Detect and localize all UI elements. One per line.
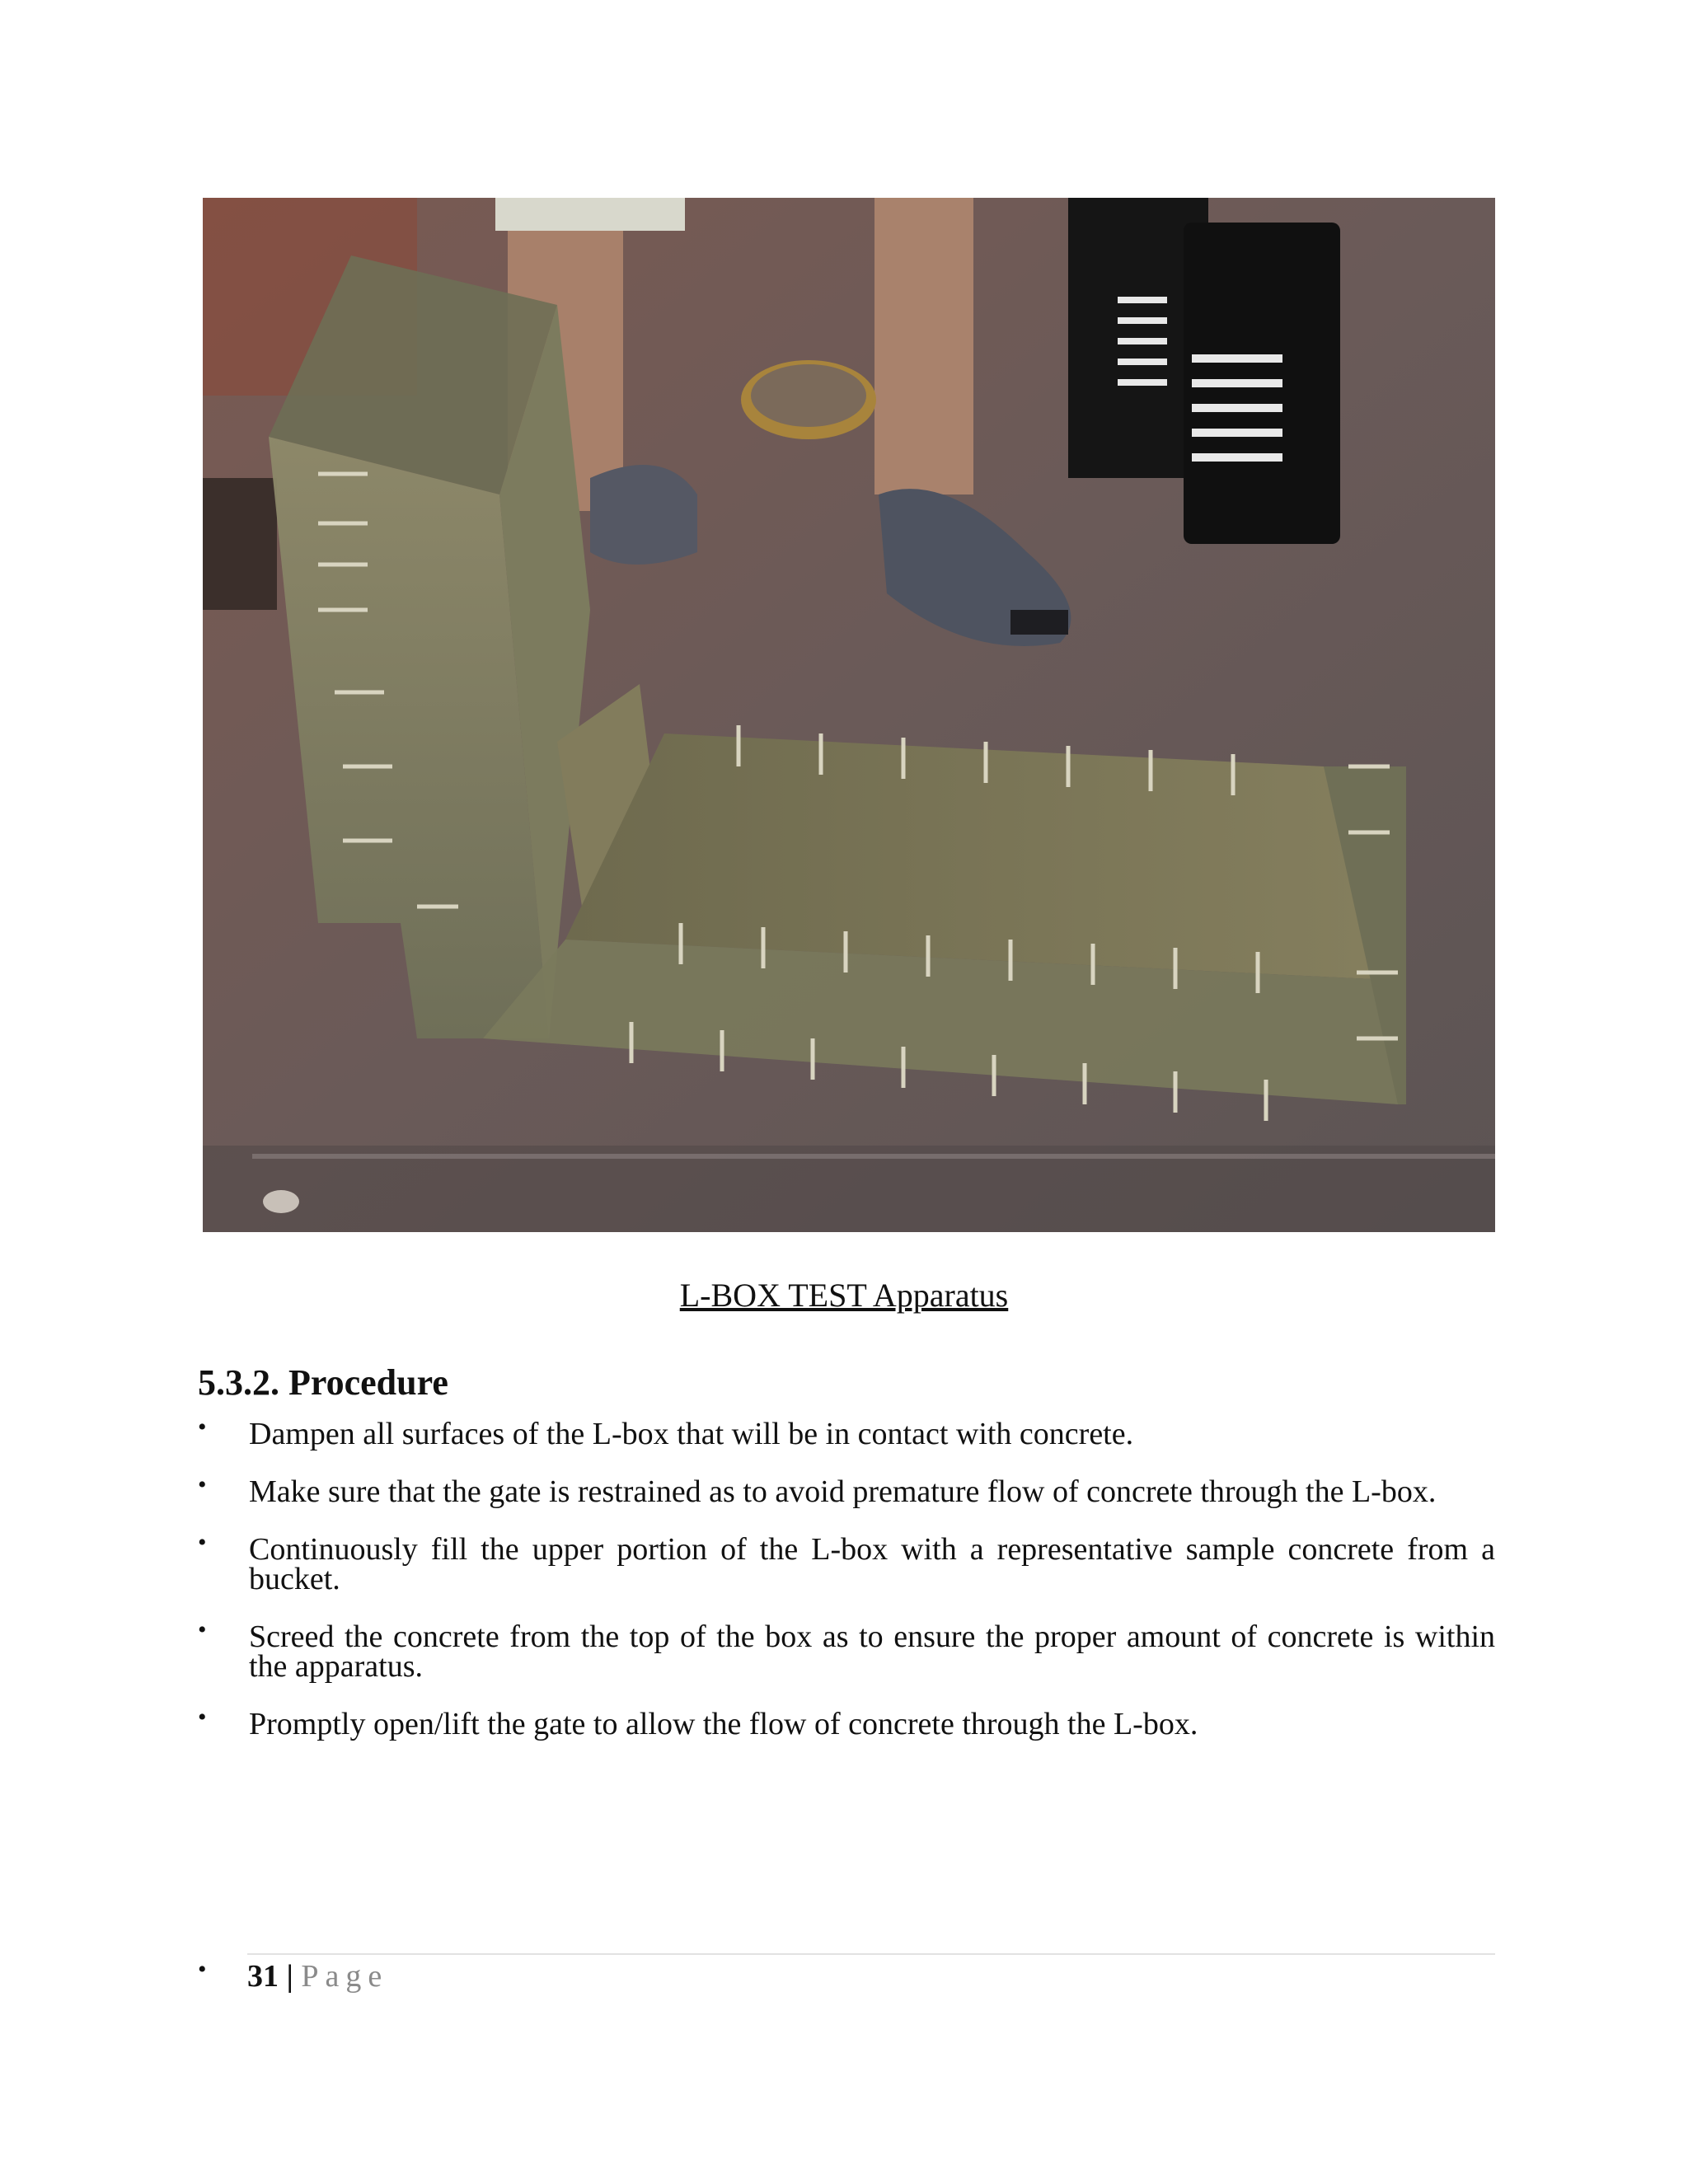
bullet-icon: • <box>198 1956 207 1983</box>
footer-divider <box>247 1953 1495 1955</box>
step-text: Make sure that the gate is restrained as to avoid premature flow of concrete through the L-box. <box>249 1474 1437 1509</box>
step-text: Screed the concrete from the top of the box as to ensure the proper amount of concrete is within the apparatus. <box>249 1619 1495 1684</box>
list-item <box>198 1529 1495 1596</box>
list-item <box>198 1704 1495 1741</box>
section-heading: 5.3.2. Procedure <box>198 1362 448 1403</box>
step-text: Promptly open/lift the gate to allow the flow of concrete through the L-box. <box>249 1707 1198 1741</box>
bullet-icon: • <box>198 1413 207 1441</box>
step-text: Dampen all surfaces of the L-box that will be in contact with concrete. <box>249 1417 1134 1451</box>
list-item <box>198 1471 1495 1509</box>
procedure-list <box>198 1413 1495 1767</box>
bullet-icon: • <box>198 1616 207 1643</box>
figure-caption: L-BOX TEST Apparatus <box>679 1277 1009 1314</box>
list-item <box>198 1413 1495 1451</box>
bullet-icon: • <box>198 1471 207 1498</box>
bullet-icon: • <box>198 1529 207 1556</box>
page-label: Page <box>301 1959 389 1994</box>
l-box-apparatus-photo <box>203 198 1495 1232</box>
page-separator: | <box>286 1959 293 1994</box>
bullet-icon: • <box>198 1704 207 1731</box>
step-text: Continuously fill the upper portion of the L-box with a representative sample concrete from a bucket. <box>249 1532 1495 1596</box>
page-number-line <box>247 1957 388 1996</box>
page-number: 31 <box>247 1959 279 1994</box>
list-item <box>198 1616 1495 1684</box>
